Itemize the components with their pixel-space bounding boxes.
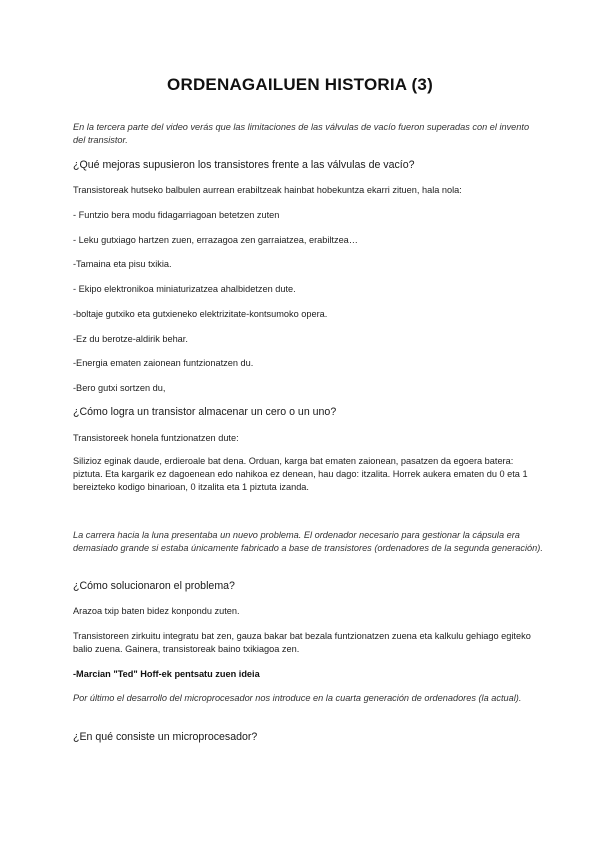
question-microprocessor: ¿En qué consiste un microprocesador? [73, 731, 258, 743]
paragraph-binary-explanation: Silizioz eginak daude, erdieroale bat dena. Orduan, karga bat ematen zaionean, pasatzen da egoera batera: piztuta. Eta kargarik ez dagoenean edo nahikoa ez denean, hau dago: itzalita. Horrek aukera ematen du 0 eta 1 bereizteko kodigo binarioan, 0 itzalita eta 1 piztuta izanda. [73, 456, 528, 492]
answer-intro-paragraph: Transistoreak hutseko balbulen aurrean erabiltzeak hainbat hobekuntza ekarri zituen, hala nola: [73, 185, 462, 195]
list-item-reliability: - Funtzio bera modu fidagarriagoan betetzen zuten [73, 210, 280, 220]
paragraph-moon-race: La carrera hacia la luna presentaba un nuevo problema. El ordenador necesario para gestionar la cápsula era demasiado grande si estaba únicamente fabricado a base de transistores (ordenadores de la segunda generación). [73, 530, 543, 553]
answer-how-transistors-work: Transistoreek honela funtzionatzen dute: [73, 433, 239, 443]
question-transistor-improvements: ¿Qué mejoras supusieron los transistores frente a las válvulas de vacío? [73, 159, 415, 171]
question-problem-solution: ¿Cómo solucionaron el problema? [73, 580, 235, 592]
list-item-instant-operation: -Energia ematen zaionean funtzionatzen du. [73, 358, 254, 368]
list-item-low-heat: -Bero gutxi sortzen du, [73, 383, 166, 393]
intro-paragraph-transistor: En la tercera parte del video verás que las limitaciones de las válvulas de vacío fueron superadas con el invento del transistor. [73, 122, 530, 145]
list-item-no-warmup: -Ez du berotze-aldirik behar. [73, 334, 188, 344]
paragraph-ted-hoff: -Marcian "Ted" Hoff-ek pentsatu zuen ideia [73, 669, 260, 679]
paragraph-microprocessor-intro: Por último el desarrollo del microprocesador nos introduce en la cuarta generación de ordenadores (la actual). [73, 693, 522, 703]
list-item-low-voltage: -boltaje gutxiko eta gutxieneko elektrizitate-kontsumoko opera. [73, 309, 328, 319]
answer-chip-solution: Arazoa txip baten bidez konpondu zuten. [73, 606, 240, 616]
list-item-less-space: - Leku gutxiago hartzen zuen, errazagoa zen garraiatzea, erabiltzea… [73, 235, 358, 245]
list-item-miniaturization: - Ekipo elektronikoa miniaturizatzea ahalbidetzen dute. [73, 284, 296, 294]
question-store-zero-one: ¿Cómo logra un transistor almacenar un cero o un uno? [73, 406, 337, 418]
paragraph-integrated-circuit: Transistoreen zirkuitu integratu bat zen, gauza bakar bat bezala funtzionatzen zuena eta kalkulu gehiago egiteko balio zuena. Gainera, transistoreak baino txikiagoa zen. [73, 631, 531, 654]
list-item-small-size: -Tamaina eta pisu txikia. [73, 259, 172, 269]
page-title: ORDENAGAILUEN HISTORIA (3) [167, 75, 433, 94]
